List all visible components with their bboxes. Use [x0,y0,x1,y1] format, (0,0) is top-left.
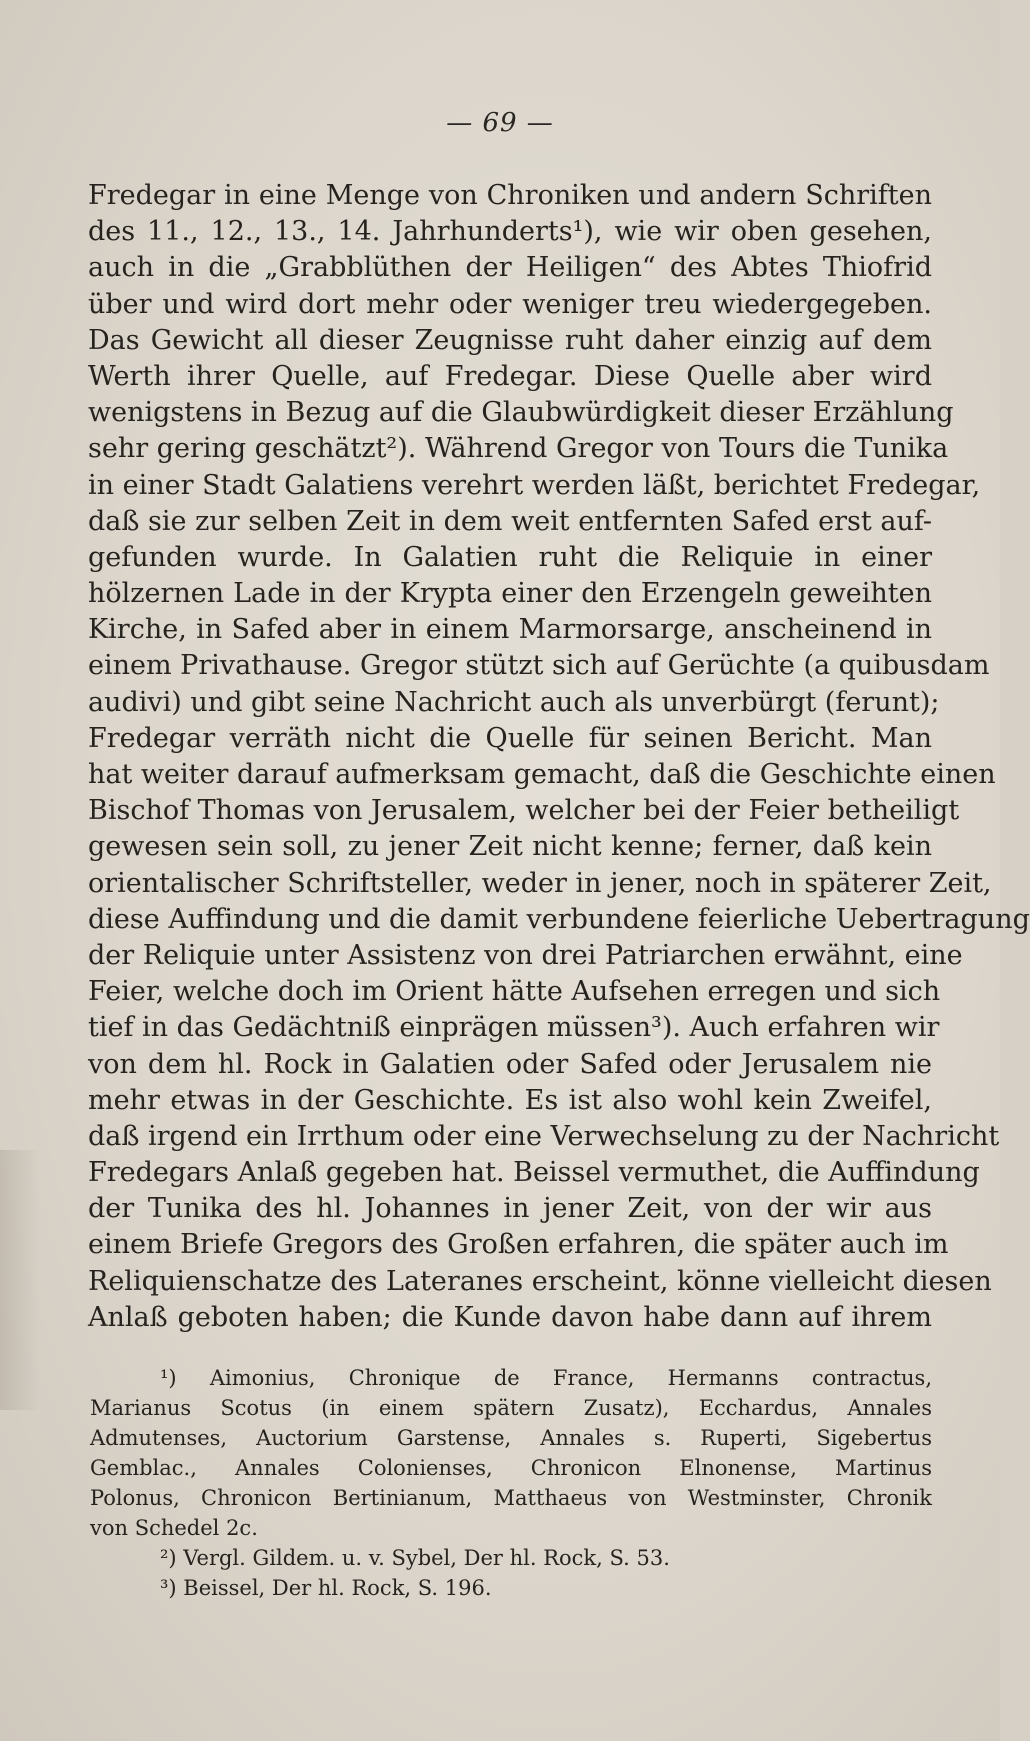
text-line: von dem hl. Rock in Galatien oder Safed oder Jerusalem nie [88,1048,932,1080]
text-line: mehr etwas in der Geschichte. Es ist also wohl kein Zweifel, [88,1084,932,1116]
text-line: Fredegars Anlaß gegeben hat. Beissel vermuthet, die Auffindung [88,1157,980,1189]
page-number: — 69 — [446,108,554,138]
text-line: in einer Stadt Galatiens verehrt werden läßt, berichtet Fredegar, [88,469,981,501]
text-line: sehr gering geschätzt²). Während Gregor von Tours die Tunika [88,433,949,465]
footnotes [90,1363,932,1603]
text-line: gefunden wurde. In Galatien ruht die Reliquie in einer [88,541,932,573]
text-line: daß sie zur selben Zeit in dem weit entfernten Safed erst auf- [88,505,932,537]
footnote-3: ³) Beissel, Der hl. Rock, S. 196. [160,1576,492,1600]
text-line: des 11., 12., 13., 14. Jahrhunderts¹), wie wir oben gesehen, [88,216,932,248]
footnote-1-cont: Polonus, Chronicon Bertinianum, Matthaeus von Westminster, Chronik [90,1486,932,1510]
footnote-1: ¹) Aimonius, Chronique de France, Hermanns contractus, [160,1366,932,1390]
text-line: über und wird dort mehr oder weniger treu wiedergegeben. [88,288,932,320]
text-line: orientalischer Schriftsteller, weder in jener, noch in späterer Zeit, [88,867,992,899]
text-line: tief in das Gedächtniß einprägen müssen³). Auch erfahren wir [88,1012,940,1044]
text-line: Fredegar verräth nicht die Quelle für seinen Bericht. Man [88,722,932,754]
text-line: Bischof Thomas von Jerusalem, welcher bei der Feier betheiligt [88,795,960,827]
text-line: Anlaß geboten haben; die Kunde davon habe dann auf ihrem [88,1301,932,1333]
text-line: einem Privathause. Gregor stützt sich auf Gerüchte (a quibusdam [88,650,990,682]
text-line: diese Auffindung und die damit verbundene feierliche Uebertragung [88,903,1030,935]
text-line: der Reliquie unter Assistenz von drei Patriarchen erwähnt, eine [88,939,963,971]
footnote-2: ²) Vergl. Gildem. u. v. Sybel, Der hl. Rock, S. 53. [160,1546,670,1570]
footnote-1-cont: von Schedel 2c. [90,1516,258,1540]
text-line: audivi) und gibt seine Nachricht auch als unverbürgt (ferunt); [88,686,940,718]
text-line: einem Briefe Gregors des Großen erfahren, die später auch im [88,1229,949,1261]
text-line: gewesen sein soll, zu jener Zeit nicht kenne; ferner, daß kein [88,831,932,863]
text-line: hat weiter darauf aufmerksam gemacht, daß die Geschichte einen [88,759,996,790]
text-line: der Tunika des hl. Johannes in jener Zeit, von der wir aus [88,1193,932,1225]
footnote-1-cont: Marianus Scotus (in einem spätern Zusatz), Ecchardus, Annales [90,1396,932,1420]
footnote-1-cont: Gemblac., Annales Colonienses, Chronicon Elnonense, Martinus [90,1456,932,1480]
text-line: wenigstens in Bezug auf die Glaubwürdigkeit dieser Erzählung [88,397,954,429]
page-stain [0,1150,40,1410]
text-line: Reliquienschatze des Lateranes erscheint, könne vielleicht diesen [88,1265,992,1297]
footnote-1-cont: Admutenses, Auctorium Garstense, Annales s. Ruperti, Sigebertus [90,1426,932,1450]
text-line: auch in die „Grabblüthen der Heiligen“ des Abtes Thiofrid [88,252,932,284]
text-line: daß irgend ein Irrthum oder eine Verwechselung zu der Nachricht [88,1120,1000,1152]
text-line: Kirche, in Safed aber in einem Marmorsarge, anscheinend in [88,614,932,646]
body-text [88,178,1030,1336]
text-line: Werth ihrer Quelle, auf Fredegar. Diese Quelle aber wird [88,360,932,392]
text-line: hölzernen Lade in der Krypta einer den Erzengeln geweihten [88,578,932,610]
text-line: Feier, welche doch im Orient hätte Aufsehen erregen und sich [88,976,941,1008]
text-line: Das Gewicht all dieser Zeugnisse ruht daher einzig auf dem [88,324,932,356]
text-line: Fredegar in eine Menge von Chroniken und andern Schriften [88,180,932,211]
